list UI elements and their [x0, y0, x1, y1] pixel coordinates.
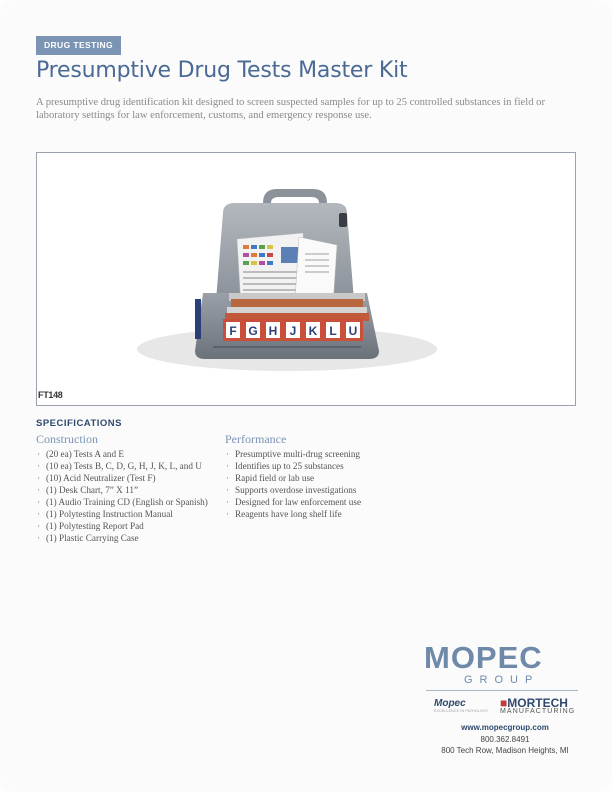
drawer-letter: U [348, 324, 358, 338]
product-photo [37, 153, 575, 405]
page-title: Presumptive Drug Tests Master Kit [36, 58, 408, 83]
test-ampoule-rows [225, 293, 369, 321]
mortech-logo [500, 696, 575, 715]
specifications-heading: SPECIFICATIONS [36, 418, 122, 429]
mopec-sub-name: Mopec [434, 698, 466, 709]
phone-number: 800.362.8491 [480, 734, 530, 744]
mopec-sub-logo [434, 698, 488, 713]
list-item: · (10 ea) Tests B, C, D, G, H, J, K, L, and U [36, 460, 216, 472]
mortech-subtitle: MANUFACTURING [500, 708, 576, 715]
list-item: · (1) Polytesting Instruction Manual [36, 508, 216, 520]
construction-column [36, 432, 216, 544]
model-number: FT148 [38, 390, 63, 400]
list-item: · (10) Acid Neutralizer (Test F) [36, 472, 216, 484]
address: 800 Tech Row, Madison Heights, MI [441, 746, 569, 755]
list-item: · Designed for law enforcement use [225, 496, 425, 508]
contact-block [420, 722, 590, 757]
list-item: · Reagents have long shelf life [225, 508, 425, 520]
performance-column [225, 432, 425, 520]
drawer-letter: K [308, 324, 318, 338]
drawer-letter: J [289, 324, 297, 338]
drawer-labels [223, 319, 363, 341]
group-wordmark: GROUP [464, 674, 540, 686]
mortech-name: MORTECH [507, 696, 568, 710]
performance-list [225, 448, 425, 520]
category-badge: DRUG TESTING [36, 36, 121, 55]
list-item: · Supports overdose investigations [225, 484, 425, 496]
list-item: · (20 ea) Tests A and E [36, 448, 216, 460]
list-item: · Presumptive multi-drug screening [225, 448, 425, 460]
mortech-mark-icon: ■ [500, 696, 508, 710]
product-description: A presumptive drug identification kit designed to screen suspected samples for up to 25 controlled substances in field or laboratory settings for law enforcement, customs, and emergency response use. [36, 97, 545, 121]
list-item: · (1) Plastic Carrying Case [36, 532, 216, 544]
list-item: · (1) Audio Training CD (English or Spanish) [36, 496, 216, 508]
list-item: · (1) Polytesting Report Pad [36, 520, 216, 532]
performance-heading: Performance [225, 432, 287, 446]
logo-divider [426, 690, 578, 691]
drawer-letter: G [248, 324, 258, 338]
list-item: · Rapid field or lab use [225, 472, 425, 484]
mopec-wordmark: MOPEC [424, 640, 543, 675]
list-item: · (1) Desk Chart, 7” X 11” [36, 484, 216, 496]
construction-heading: Construction [36, 432, 98, 446]
product-photo-frame [36, 152, 576, 406]
drawer-letter: F [229, 324, 237, 338]
construction-list [36, 448, 216, 544]
website-link[interactable]: www.mopecgroup.com [461, 723, 549, 732]
mopec-sub-tagline: EXCELLENCE IN PATHOLOGY [434, 709, 489, 713]
drawer-letter: L [329, 324, 337, 338]
list-item: · Identifies up to 25 substances [225, 460, 425, 472]
drawer-letter: H [268, 324, 278, 338]
